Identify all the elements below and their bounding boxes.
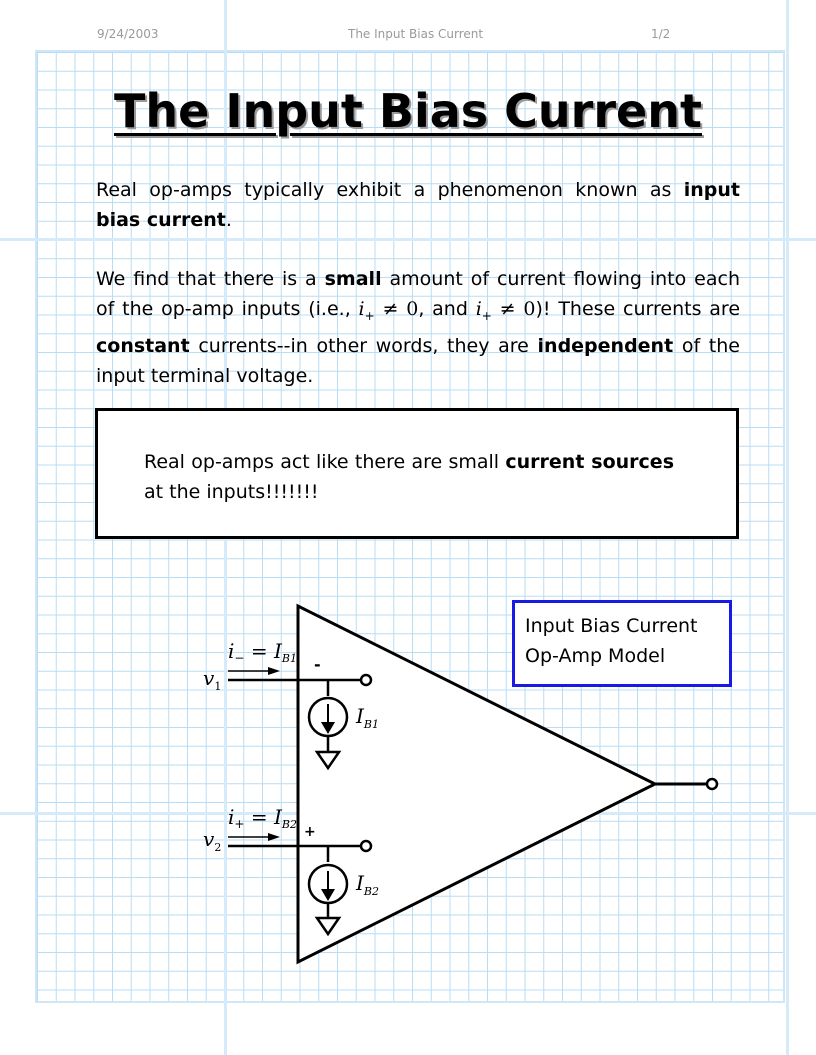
text: We find that there is a [96, 268, 325, 290]
label-sub: 1 [214, 680, 222, 693]
header-page-number: 1/2 [651, 27, 671, 41]
text: amount of current flowing into each of the op-amp inputs (i.e., [96, 268, 740, 320]
label-var: v [203, 827, 215, 851]
v2-label [203, 827, 221, 854]
text: Real op-amps typically exhibit a phenomenon known as [96, 179, 684, 201]
text: currents--in other words, they are [189, 334, 538, 357]
math-var: i [358, 298, 365, 320]
inverting-current-label [228, 639, 297, 665]
header-doc-title: The Input Bias Current [348, 27, 484, 41]
text: )! These currents are [535, 298, 741, 320]
math-sub: + [481, 308, 492, 323]
text: . [225, 209, 232, 231]
math-var: i [475, 298, 482, 320]
label-eq: = [244, 639, 274, 663]
inverting-input-terminal [361, 675, 371, 685]
current-arrowhead [268, 667, 280, 675]
label-sub: B2 [363, 885, 379, 898]
label-var: v [203, 666, 215, 690]
bold-term: input bias current [96, 179, 740, 231]
model-label-line: Input Bias Current [525, 615, 698, 637]
header-date: 9/24/2003 [97, 27, 159, 41]
noninverting-current-label [228, 805, 297, 831]
bold-term: independent [537, 334, 674, 357]
label-sub: + [234, 817, 245, 831]
label-var: I [356, 704, 364, 728]
op-amp-triangle [298, 606, 655, 962]
math-rest: ≠ 0 [374, 298, 419, 320]
label-var: I [356, 871, 364, 895]
text: at the inputs!!!!!!! [144, 481, 319, 503]
label-sub: − [234, 651, 245, 665]
label-sub: 2 [214, 841, 222, 854]
text: , and [418, 298, 476, 320]
label-eq: = [244, 805, 274, 829]
math-rest: ≠ 0 [491, 298, 536, 320]
label-sub: B2 [281, 818, 297, 831]
text: Real op-amps act like there are small [144, 451, 506, 473]
label-var: I [273, 805, 282, 829]
math-sub: + [364, 308, 375, 323]
v1-label [203, 666, 221, 693]
bold-term: small [324, 268, 382, 290]
label-var: I [273, 639, 282, 663]
bold-term: constant [96, 334, 190, 357]
current-arrowhead [268, 833, 280, 841]
label-var: i [228, 639, 235, 663]
output-terminal [707, 779, 717, 789]
noninverting-input-terminal [361, 841, 371, 851]
label-sub: B1 [281, 652, 297, 665]
bold-term: current sources [505, 451, 675, 473]
text: of the input terminal voltage. [96, 334, 740, 387]
model-label-line: Op-Amp Model [525, 645, 666, 667]
noninverting-sign: + [304, 824, 316, 840]
page-title: The Input Bias Current [114, 84, 702, 138]
label-var: i [228, 805, 235, 829]
label-sub: B1 [363, 718, 379, 731]
inverting-sign: - [314, 655, 321, 674]
